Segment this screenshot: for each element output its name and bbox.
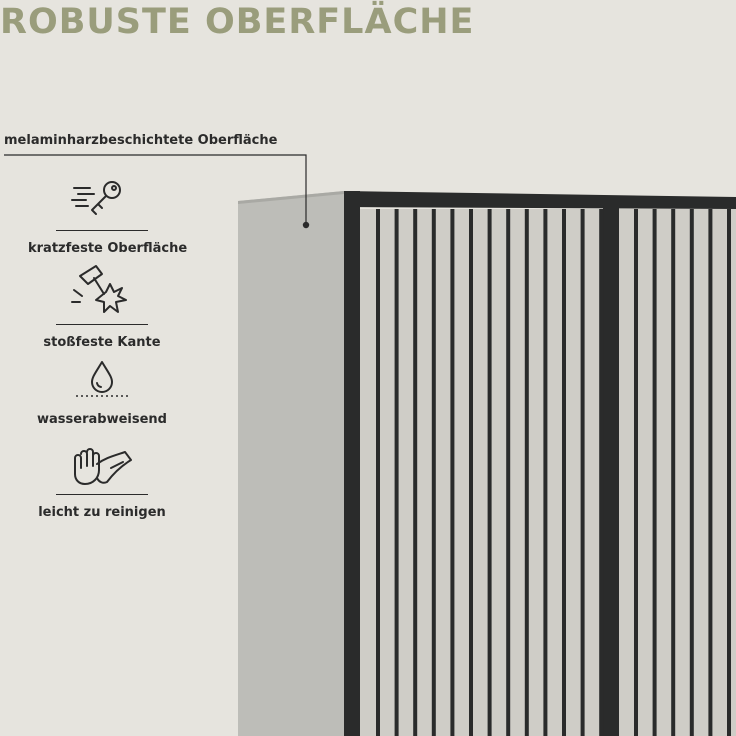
feature-scratch-resistant <box>28 176 188 256</box>
feature-label: leicht zu reinigen <box>38 505 166 520</box>
callout-label: melaminharzbeschichtete Oberfläche <box>4 133 278 148</box>
key-scratch-icon <box>70 176 134 224</box>
page-title: ROBUSTE OBERFLÄCHE <box>0 2 475 42</box>
feature-label: kratzfeste Oberfläche <box>28 241 188 256</box>
feature-label: wasserabweisend <box>37 412 167 427</box>
feature-divider <box>56 494 148 495</box>
feature-water-repellent <box>28 358 176 427</box>
callout-dot <box>303 222 309 228</box>
feature-easy-clean <box>28 444 176 520</box>
water-drop-icon <box>70 358 134 398</box>
feature-divider <box>56 324 148 325</box>
hand-cloth-wipe-icon <box>67 444 137 488</box>
feature-label: stoßfeste Kante <box>43 335 161 350</box>
feature-divider <box>56 230 148 231</box>
hammer-impact-icon <box>70 262 134 318</box>
feature-impact-resistant <box>28 262 176 350</box>
